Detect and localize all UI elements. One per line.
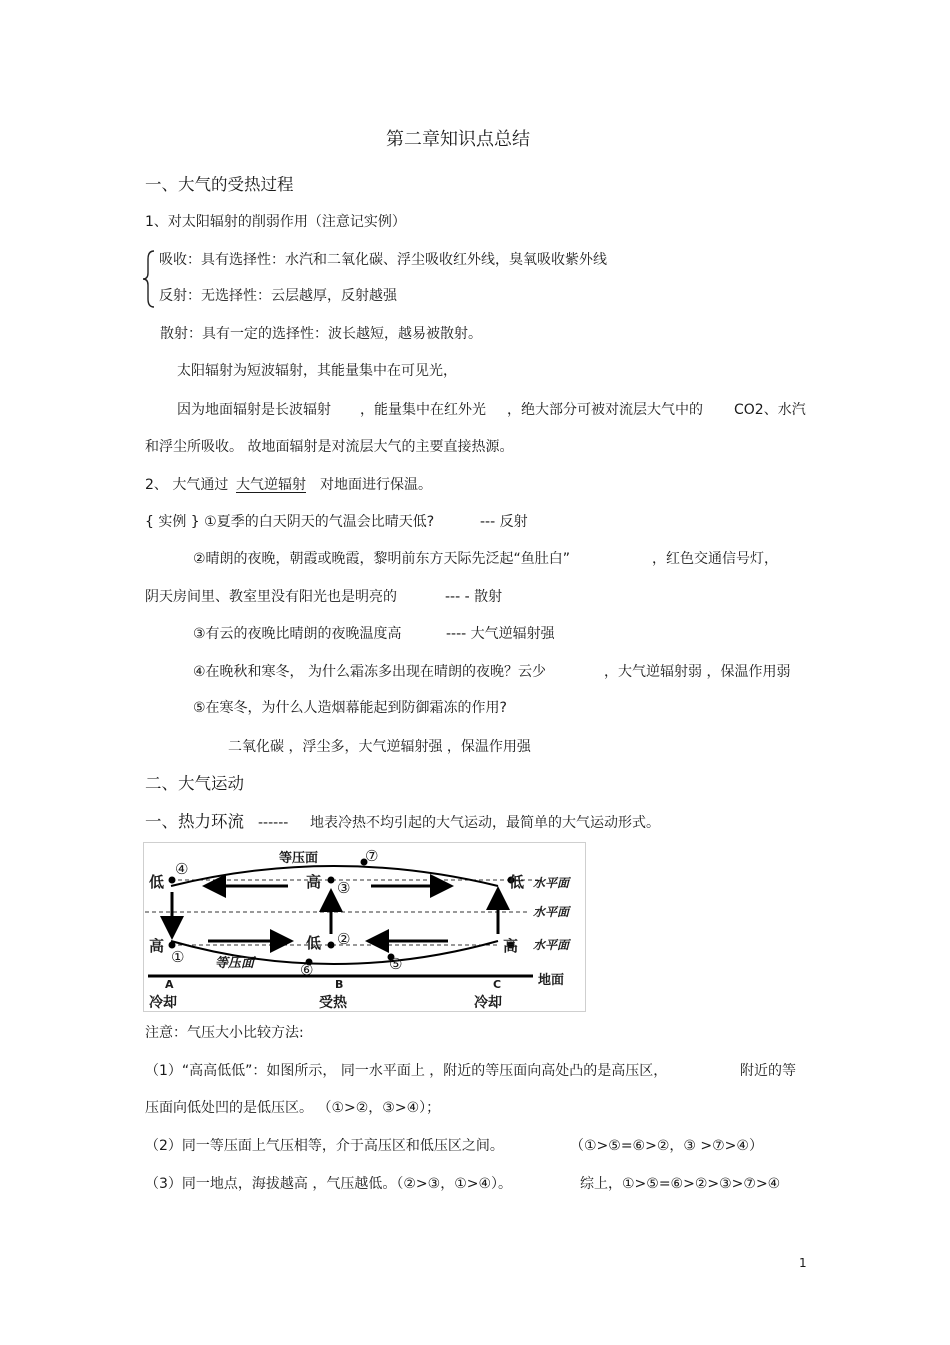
ground-label: 地面 [538, 973, 565, 988]
subheading-dashes: ------ [258, 815, 289, 831]
ground-radiation-d: CO2、水汽 [734, 402, 806, 418]
example-4-answer: ，大气逆辐射弱 ，保温作用弱 [604, 664, 791, 680]
thermal-circulation-diagram [143, 842, 586, 1012]
point-c-label: C [493, 978, 502, 991]
method-1-c: 压面向低处凹的是低压区。 （①>②，③>④）； [145, 1100, 441, 1116]
low-center-label: 低 [306, 934, 322, 952]
heat-center-label: 受热 [319, 995, 347, 1011]
point-6-label: ⑥ [300, 961, 314, 979]
ground-radiation-a: 因为地面辐射是长波辐射 [177, 402, 331, 418]
method-2-b: （①>⑤=⑥>②，③ >⑦>④） [570, 1138, 763, 1154]
subheading-weakening: 1、对太阳辐射的削弱作用（注意记实例） [145, 214, 406, 230]
method-2-a: （2）同一等压面上气压相等，介于高压区和低压区之间。 [145, 1138, 504, 1154]
pressure-comparison-heading: 注意：气压大小比较方法: [145, 1025, 304, 1041]
insulation-b: 对地面进行保温。 [320, 477, 432, 493]
point-a-label: A [165, 978, 174, 991]
example-2-a: ②晴朗的夜晚，朝霞或晚霞，黎明前东方天际先泛起“鱼肚白” [193, 551, 571, 567]
high-center-label: 高 [306, 873, 322, 891]
cool-left-label: 冷却 [149, 995, 177, 1011]
insulation-underlined: 大气逆辐射 [236, 477, 306, 493]
point-b-label: B [335, 978, 344, 991]
subheading-thermal-circulation: 一、热力环流 [145, 812, 244, 831]
example-3-answer: ---- 大气逆辐射强 [446, 626, 555, 642]
page-number: 1 [799, 1256, 807, 1270]
ground-radiation-c: ，绝大部分可被对流层大气中的 [507, 402, 703, 418]
solar-radiation-line: 太阳辐射为短波辐射，其能量集中在可见光， [177, 363, 457, 379]
method-1-a: （1）“高高低低”：如图所示， 同一水平面上 ，附近的等压面向高处凸的是高压区， [145, 1063, 668, 1079]
point-7-label: ⑦ [365, 847, 379, 865]
example-5-answer: 二氧化碳 ，浮尘多，大气逆辐射强 ，保温作用强 [228, 739, 531, 755]
horizontal-plane-label-2: 水平面 [533, 905, 570, 919]
example-1-question: { 实例 } ①夏季的白天阴天的气温会比晴天低? [145, 514, 435, 530]
isobar-label-top: 等压面 [279, 851, 319, 866]
method-1-b: 附近的等 [740, 1063, 796, 1079]
method-3-a: （3）同一地点，海拔越高 ，气压越低。（②>③，①>④）。 [145, 1176, 513, 1192]
low-left-label: 低 [149, 873, 165, 891]
high-right-label: 高 [503, 937, 519, 955]
low-right-label: 低 [509, 873, 525, 891]
cool-right-label: 冷却 [474, 995, 502, 1011]
reflect-line: 反射：无选择性：云层越厚，反射越强 [159, 288, 397, 304]
thermal-circulation-definition: 地表冷热不均引起的大气运动，最简单的大气运动形式。 [310, 815, 660, 831]
point-2-label: ② [337, 930, 351, 948]
point-1-label: ① [171, 948, 185, 966]
high-left-label: 高 [149, 937, 165, 955]
ground-radiation-b: ，能量集中在红外光 [360, 402, 486, 418]
curly-brace-icon [142, 249, 156, 309]
insulation-a: 2、 大气通过 [145, 477, 229, 493]
horizontal-plane-label-1: 水平面 [533, 876, 570, 890]
example-2-answer: --- - 散射 [445, 589, 503, 605]
method-3-summary: 综上，①>⑤=⑥>②>③>⑦>④ [580, 1176, 781, 1192]
isobar-label-bottom: 等压面 [215, 956, 255, 971]
section-heading-heating: 一、大气的受热过程 [145, 175, 294, 194]
example-1-answer: --- 反射 [480, 514, 528, 530]
point-4-label: ④ [175, 860, 189, 878]
example-3-question: ③有云的夜晚比晴朗的夜晚温度高 [193, 626, 402, 642]
section-heading-motion: 二、大气运动 [145, 774, 244, 793]
example-4-question: ④在晚秋和寒冬， 为什么霜冻多出现在晴朗的夜晚？云少 [193, 664, 546, 680]
ground-radiation-e: 和浮尘所吸收。 故地面辐射是对流层大气的主要直接热源。 [145, 439, 514, 455]
point-3-label: ③ [337, 879, 351, 897]
example-5-question: ⑤在寒冬，为什么人造烟幕能起到防御霜冻的作用? [193, 700, 507, 716]
absorb-line: 吸收：具有选择性：水汽和二氧化碳、浮尘吸收红外线，臭氧吸收紫外线 [159, 252, 607, 268]
scatter-line: 散射：具有一定的选择性：波长越短，越易被散射。 [160, 326, 482, 342]
example-2-b: ，红色交通信号灯， [652, 551, 778, 567]
page-title: 第二章知识点总结 [386, 129, 530, 150]
example-2-c: 阴天房间里、教室里没有阳光也是明亮的 [145, 589, 397, 605]
point-5-label: ⑤ [389, 955, 403, 973]
horizontal-plane-label-3: 水平面 [533, 938, 570, 952]
